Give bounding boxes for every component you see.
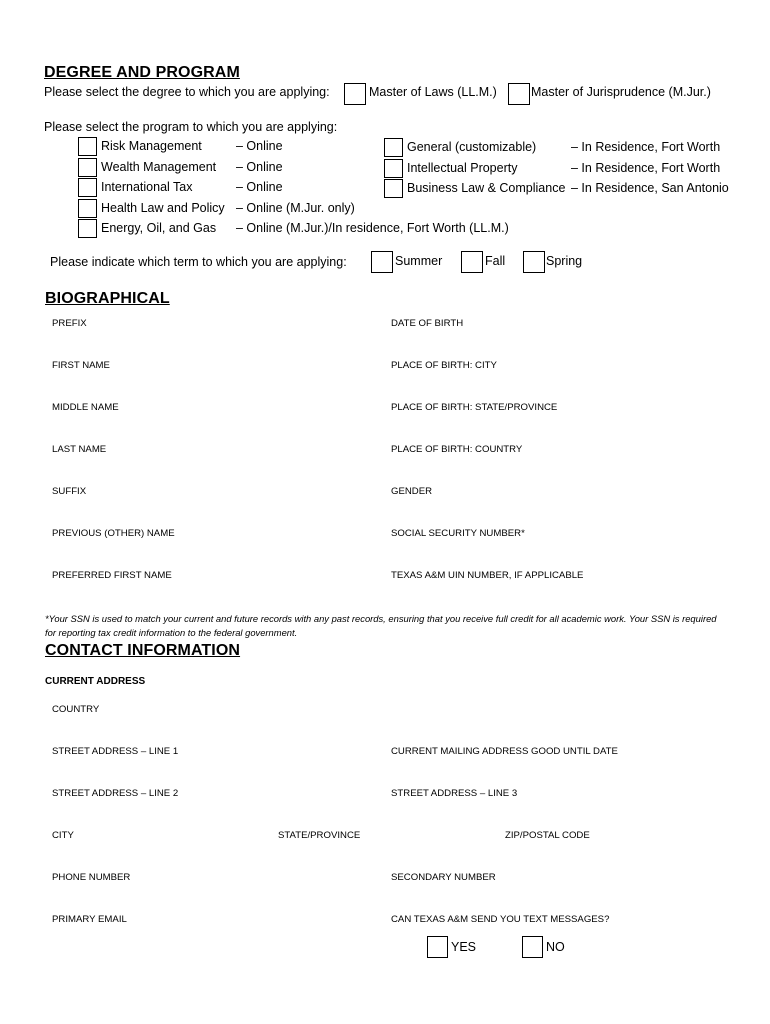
- program-name: Intellectual Property: [407, 161, 518, 175]
- text-yes-checkbox[interactable]: [427, 936, 448, 958]
- program-name: Wealth Management: [101, 160, 217, 174]
- wealth-management-checkbox[interactable]: [78, 158, 97, 177]
- program-name: Energy, Oil, and Gas: [101, 221, 217, 235]
- summer-label: Summer: [395, 254, 443, 268]
- program-prompt: Please select the program to which you are applying:: [44, 120, 338, 134]
- text-no-label: NO: [546, 940, 565, 954]
- mjur-label: Master of Jurisprudence (M.Jur.): [531, 85, 711, 99]
- text-yes-label: YES: [451, 940, 477, 954]
- zip-label: ZIP/POSTAL CODE: [505, 830, 590, 841]
- fall-checkbox[interactable]: [461, 251, 483, 273]
- llm-checkbox[interactable]: [344, 83, 366, 105]
- program-mode: – In Residence, Fort Worth: [571, 161, 721, 175]
- program-name: International Tax: [101, 180, 193, 194]
- program-mode: – Online (M.Jur. only): [236, 201, 355, 215]
- program-mode: – Online (M.Jur.)/In residence, Fort Worth (LL.M.): [236, 221, 509, 235]
- mailing-until-label: CURRENT MAILING ADDRESS GOOD UNTIL DATE: [391, 746, 618, 757]
- program-mode: – In Residence, San Antonio: [571, 181, 729, 195]
- summer-checkbox[interactable]: [371, 251, 393, 273]
- suffix-label: SUFFIX: [52, 486, 87, 497]
- state-label: STATE/PROVINCE: [278, 830, 361, 841]
- city-label: CITY: [52, 830, 74, 841]
- bio-heading: BIOGRAPHICAL: [45, 290, 170, 307]
- business-law-checkbox[interactable]: [384, 179, 403, 198]
- phone-label: PHONE NUMBER: [52, 872, 131, 883]
- street2-label: STREET ADDRESS – LINE 2: [52, 788, 179, 799]
- program-name: Health Law and Policy: [101, 201, 225, 215]
- mjur-checkbox[interactable]: [508, 83, 530, 105]
- country-label: COUNTRY: [52, 704, 100, 715]
- preferred-first-name-label: PREFERRED FIRST NAME: [52, 570, 172, 581]
- degree-heading: DEGREE AND PROGRAM: [44, 64, 240, 81]
- gender-label: GENDER: [391, 486, 433, 497]
- llm-label: Master of Laws (LL.M.): [369, 85, 497, 99]
- street3-label: STREET ADDRESS – LINE 3: [391, 788, 518, 799]
- current-address-heading: CURRENT ADDRESS: [45, 676, 146, 687]
- previous-name-label: PREVIOUS (OTHER) NAME: [52, 528, 175, 539]
- street1-label: STREET ADDRESS – LINE 1: [52, 746, 179, 757]
- program-name: Risk Management: [101, 139, 202, 153]
- ssn-note: *Your SSN is used to match your current and future records with any past records, ensuring that you receive full credit for all academic work. Your SSN is required for reporting tax credit information to the federal government.: [45, 613, 717, 638]
- first-name-label: FIRST NAME: [52, 360, 110, 371]
- program-name: Business Law & Compliance: [407, 181, 566, 195]
- text-messages-question: CAN TEXAS A&M SEND YOU TEXT MESSAGES?: [391, 914, 610, 925]
- energy-oil-gas-checkbox[interactable]: [78, 219, 97, 238]
- birth-state-label: PLACE OF BIRTH: STATE/PROVINCE: [391, 402, 558, 413]
- last-name-label: LAST NAME: [52, 444, 107, 455]
- program-mode: – In Residence, Fort Worth: [571, 140, 721, 154]
- prefix-label: PREFIX: [52, 318, 87, 329]
- date-of-birth-label: DATE OF BIRTH: [391, 318, 464, 329]
- ssn-label: SOCIAL SECURITY NUMBER*: [391, 528, 525, 539]
- intellectual-property-checkbox[interactable]: [384, 159, 403, 178]
- risk-management-checkbox[interactable]: [78, 137, 97, 156]
- program-mode: – Online: [236, 139, 283, 153]
- international-tax-checkbox[interactable]: [78, 178, 97, 197]
- spring-checkbox[interactable]: [523, 251, 545, 273]
- program-name: General (customizable): [407, 140, 537, 154]
- birth-city-label: PLACE OF BIRTH: CITY: [391, 360, 497, 371]
- birth-country-label: PLACE OF BIRTH: COUNTRY: [391, 444, 523, 455]
- text-no-checkbox[interactable]: [522, 936, 543, 958]
- health-law-checkbox[interactable]: [78, 199, 97, 218]
- degree-prompt: Please select the degree to which you are applying:: [44, 85, 330, 99]
- general-checkbox[interactable]: [384, 138, 403, 157]
- contact-heading: CONTACT INFORMATION: [45, 642, 241, 659]
- program-mode: – Online: [236, 160, 283, 174]
- middle-name-label: MIDDLE NAME: [52, 402, 119, 413]
- secondary-number-label: SECONDARY NUMBER: [391, 872, 496, 883]
- spring-label: Spring: [546, 254, 583, 268]
- email-label: PRIMARY EMAIL: [52, 914, 127, 925]
- term-prompt: Please indicate which term to which you are applying:: [50, 255, 347, 269]
- program-mode: – Online: [236, 180, 283, 194]
- fall-label: Fall: [485, 254, 506, 268]
- uin-label: TEXAS A&M UIN NUMBER, IF APPLICABLE: [391, 570, 584, 581]
